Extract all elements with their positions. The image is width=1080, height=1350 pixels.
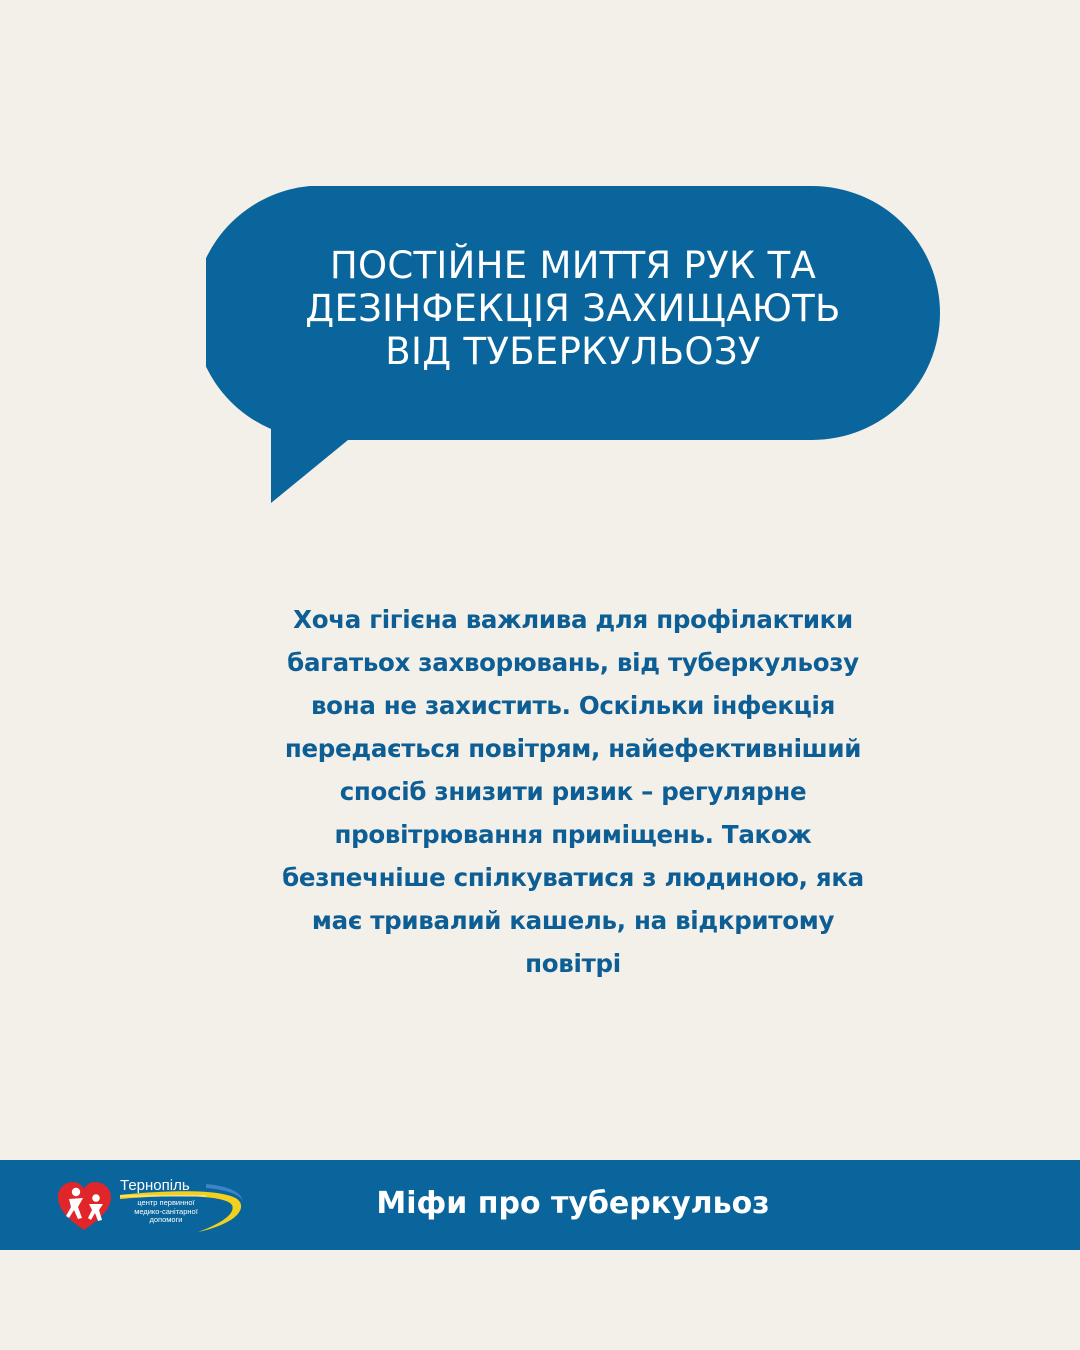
speech-bubble [206, 186, 940, 504]
body-line: повітрі [525, 949, 621, 978]
body-line: вона не захистить. Оскільки інфекція [310, 691, 836, 720]
footer-title: Міфи про туберкульоз [376, 1186, 770, 1221]
body-line: має тривалий кашель, на відкритому [311, 906, 835, 935]
body-line: безпечніше спілкуватися з людиною, яка [282, 863, 864, 892]
body-line: багатьох захворювань, від туберкульозу [287, 648, 859, 677]
logo-subtitle-line: допомоги [149, 1215, 183, 1224]
logo-subtitle-line: центр первинної [137, 1198, 195, 1207]
logo-subtitle-line: медико-санітарної [134, 1206, 198, 1216]
headline [246, 244, 900, 373]
body-paragraph [232, 598, 914, 985]
headline-line-3: ВІД ТУБЕРКУЛЬОЗУ [385, 330, 761, 373]
logo-subtitle [126, 1199, 206, 1225]
clinic-logo [56, 1174, 246, 1236]
body-line: Хоча гігієна важлива для профілактики [293, 605, 853, 634]
headline-line-2: ДЕЗІНФЕКЦІЯ ЗАХИЩАЮТЬ [305, 287, 841, 330]
logo-city: Тернопіль [120, 1177, 190, 1194]
headline-line-1: ПОСТІЙНЕ МИТТЯ РУК ТА [329, 244, 817, 287]
body-line: передається повітрям, найефективніший [284, 734, 862, 763]
footer-bar [0, 1160, 1080, 1250]
body-line: провітрювання приміщень. Також [334, 820, 812, 849]
body-line: спосіб знизити ризик – регулярне [339, 777, 807, 806]
